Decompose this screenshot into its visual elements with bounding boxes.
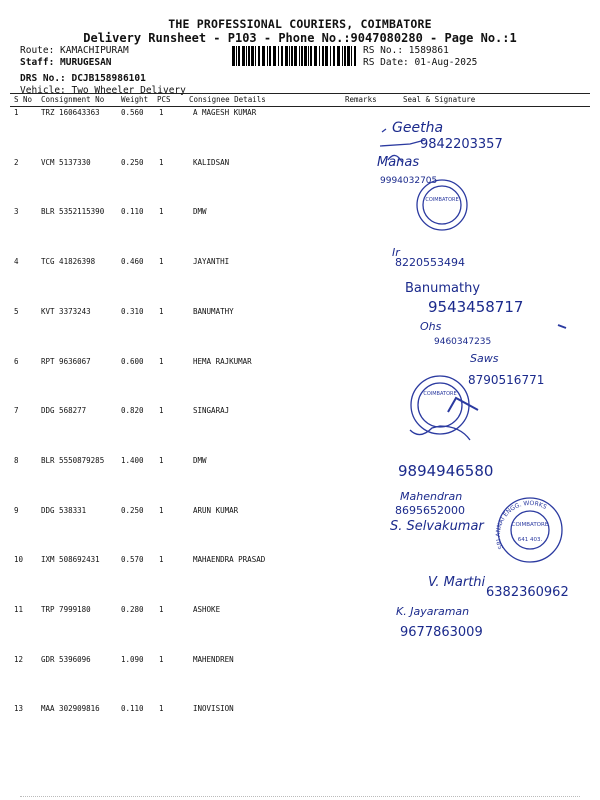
cell-sno: 13 [14, 704, 24, 714]
barcode-image [232, 46, 358, 66]
sig9-phone: 9894946580 [398, 462, 494, 480]
cell-weight: 0.250 [121, 157, 144, 167]
cell-weight: 0.600 [121, 356, 144, 366]
stamp-1-text: COIMBATORE [425, 197, 459, 203]
sig2-name: Manas [377, 155, 420, 170]
barcode-bar [258, 46, 260, 66]
cell-consignment: MAA 302909816 [41, 704, 100, 714]
table-row [0, 704, 600, 718]
barcode-bar [262, 46, 265, 66]
cell-consignee: JAYANTHI [193, 257, 230, 267]
sig6-mark: Ohs [420, 320, 442, 333]
cell-consignee: KALIDSAN [193, 157, 230, 167]
barcode-graphic [232, 46, 358, 66]
table-row [0, 406, 600, 420]
cell-weight: 0.460 [121, 257, 144, 267]
barcode-bar [347, 46, 350, 66]
ink-scribble-1 [380, 129, 425, 146]
cell-consignee: MAHAENDRA PRASAD [193, 555, 266, 565]
cell-sno: 5 [14, 306, 19, 316]
barcode-bar [299, 46, 300, 66]
sig10-name: Mahendran [400, 490, 463, 503]
cell-pcs: 1 [159, 306, 164, 316]
cell-weight: 0.280 [121, 605, 144, 614]
col-sno: S No [14, 95, 33, 104]
cell-consignment: VCM 5137330 [41, 157, 91, 167]
barcode-bar [285, 46, 288, 66]
cell-consignee: A MAGESH KUMAR [193, 108, 257, 117]
barcode-bar [322, 46, 324, 66]
sig7-mark: Saws [470, 352, 499, 365]
cell-pcs: 1 [159, 654, 164, 664]
table-row [0, 555, 600, 569]
barcode-bar [248, 46, 250, 66]
table-row [0, 207, 600, 221]
header-rule-top [10, 93, 590, 94]
cell-sno: 8 [14, 455, 19, 465]
barcode-bar [351, 46, 352, 66]
cell-pcs: 1 [159, 108, 164, 117]
cell-consignment: TRZ 160643363 [41, 108, 100, 117]
sig4-mark: Ir [392, 246, 400, 259]
table-row [0, 158, 600, 172]
cell-consignment: BLR 5550879285 [41, 455, 105, 465]
barcode-bar [281, 46, 283, 66]
sig5-phone: 9543458717 [428, 298, 524, 316]
round-stamp-2 [411, 376, 469, 434]
barcode-bar [319, 46, 320, 66]
sig12-name: V. Marthi [428, 575, 486, 590]
cell-consignment: TRP 7999180 [41, 605, 91, 614]
table-row [0, 257, 600, 271]
sig6-phone: 9460347235 [434, 337, 492, 347]
cell-sno: 10 [14, 555, 24, 565]
col-pcs: PCS [157, 95, 171, 104]
barcode-bar [333, 46, 335, 66]
header-rule-bottom [10, 106, 590, 107]
cell-consignment: DDG 568277 [41, 406, 87, 416]
cell-consignment: RPT 9636067 [41, 356, 91, 366]
sig1-phone: 9842203357 [420, 137, 503, 152]
cell-consignment: IXM 508692431 [41, 555, 100, 565]
cell-sno: 2 [14, 157, 19, 167]
table-row [0, 456, 600, 470]
sig7-phone: 8790516771 [468, 373, 545, 387]
runsheet-subtitle: Delivery Runsheet - P103 - Phone No.:9047080280 - Page No.:1 [83, 31, 517, 45]
cell-pcs: 1 [159, 406, 164, 416]
page-footer [20, 796, 580, 797]
company-title: THE PROFESSIONAL COURIERS, COIMBATORE [168, 17, 432, 31]
cell-sno: 1 [14, 108, 19, 117]
barcode-bar [278, 46, 279, 66]
barcode-bar [255, 46, 256, 66]
cell-weight: 0.250 [121, 505, 144, 515]
sig10-phone: 8695652000 [395, 504, 465, 517]
sig13-phone: 9677863009 [400, 625, 483, 640]
stamp-2-text: COIMBATORE [423, 391, 457, 397]
barcode-bar [269, 46, 271, 66]
table-row [0, 357, 600, 371]
table-row [0, 605, 600, 619]
ink-dot-6 [558, 325, 566, 328]
rs-date: RS Date: 01-Aug-2025 [363, 57, 478, 68]
cell-pcs: 1 [159, 207, 164, 217]
round-stamp-1 [417, 180, 467, 230]
barcode-bar [232, 46, 235, 66]
sig12-phone: 6382360962 [486, 585, 569, 600]
barcode-bar [238, 46, 240, 66]
cell-weight: 0.110 [121, 207, 144, 217]
barcode-bar [330, 46, 331, 66]
cell-consignee: SINGARAJ [193, 406, 230, 416]
rs-number: RS No.: 1589861 [363, 45, 449, 56]
cell-consignee: HEMA RAJKUMAR [193, 356, 252, 366]
cell-pcs: 1 [159, 505, 164, 515]
cell-consignee: ASHOKE [193, 605, 221, 614]
table-row [0, 108, 600, 122]
barcode-bar [325, 46, 328, 66]
cell-consignment: KVT 3373243 [41, 306, 91, 316]
sig1-name: Geetha [392, 120, 444, 136]
cell-consignee: MAHENDREN [193, 654, 234, 664]
barcode-bar [342, 46, 343, 66]
barcode-bar [294, 46, 297, 66]
cell-consignee: ARUN KUMAR [193, 505, 239, 515]
works-stamp-arc-text: SRI ANNAI ENGG. WORKS [494, 499, 548, 550]
vehicle-text: Vehicle: Two Wheeler Delivery [20, 85, 186, 96]
barcode-bar [301, 46, 303, 66]
cell-pcs: 1 [159, 704, 164, 714]
cell-consignee: DMW [193, 455, 207, 465]
cell-weight: 0.560 [121, 108, 144, 117]
sig13-name: K. Jayaraman [396, 605, 470, 618]
barcode-bar [246, 46, 247, 66]
round-stamp-2-inner [418, 383, 462, 427]
cell-weight: 0.820 [121, 406, 144, 416]
barcode-bar [354, 46, 356, 66]
cell-consignment: BLR 5352115390 [41, 207, 105, 217]
meta-right [363, 45, 477, 69]
barcode-bar [242, 46, 245, 66]
cell-consignee: DMW [193, 207, 207, 217]
sig5-name: Banumathy [405, 281, 481, 296]
cell-pcs: 1 [159, 605, 164, 614]
col-consignment: Consignment No [41, 95, 105, 104]
cell-sno: 4 [14, 257, 19, 267]
col-consignee: Consignee Details [189, 95, 266, 104]
cell-weight: 0.570 [121, 555, 144, 565]
cell-weight: 0.310 [121, 306, 144, 316]
sig4-phone: 8220553494 [395, 256, 465, 269]
drs-text: DRS No.: DCJB158986101 [20, 73, 146, 84]
cell-pcs: 1 [159, 257, 164, 267]
sig2-phone: 9994032705 [380, 176, 438, 186]
route-text: Route: KAMACHIPURAM [20, 45, 129, 56]
ink-scribble-9 [410, 426, 470, 440]
works-stamp-city: COIMBATORE [511, 522, 549, 528]
meta-left [20, 45, 186, 97]
barcode-bar [251, 46, 254, 66]
cell-consignee: BANUMATHY [193, 306, 234, 316]
cell-weight: 1.090 [121, 654, 144, 664]
barcode-bar [289, 46, 290, 66]
cell-sno: 11 [14, 605, 24, 614]
barcode-bar [267, 46, 268, 66]
cell-consignment: DDG 538331 [41, 505, 87, 515]
sig11-name: S. Selvakumar [390, 519, 484, 534]
cell-weight: 1.400 [121, 455, 144, 465]
col-remarks: Remarks [345, 95, 377, 104]
col-weight: Weight [121, 95, 149, 104]
barcode-bar [337, 46, 340, 66]
cell-sno: 6 [14, 356, 19, 366]
barcode-bar [236, 46, 237, 66]
cell-sno: 7 [14, 406, 19, 416]
cell-weight: 0.110 [121, 704, 144, 714]
barcode-bar [310, 46, 312, 66]
cell-sno: 12 [14, 654, 24, 664]
cell-consignment: GDR 5396096 [41, 654, 91, 664]
barcode-bar [291, 46, 293, 66]
table-row [0, 655, 600, 669]
cell-pcs: 1 [159, 157, 164, 167]
barcode-bar [304, 46, 307, 66]
cell-pcs: 1 [159, 356, 164, 366]
cell-sno: 9 [14, 505, 19, 515]
table-row [0, 307, 600, 321]
barcode-bar [273, 46, 276, 66]
col-seal-signature: Seal & Signature [403, 95, 476, 104]
barcode-bar [344, 46, 346, 66]
cell-sno: 3 [14, 207, 19, 217]
barcode-bar [314, 46, 317, 66]
cell-pcs: 1 [159, 455, 164, 465]
cell-pcs: 1 [159, 555, 164, 565]
barcode-bar [308, 46, 309, 66]
cell-consignee: INOVISION [193, 704, 234, 714]
table-row [0, 506, 600, 520]
staff-text: Staff: MURUGESAN [20, 57, 112, 68]
works-stamp-pin: 641 403. [517, 537, 543, 543]
cell-consignment: TCG 41826398 [41, 257, 96, 267]
